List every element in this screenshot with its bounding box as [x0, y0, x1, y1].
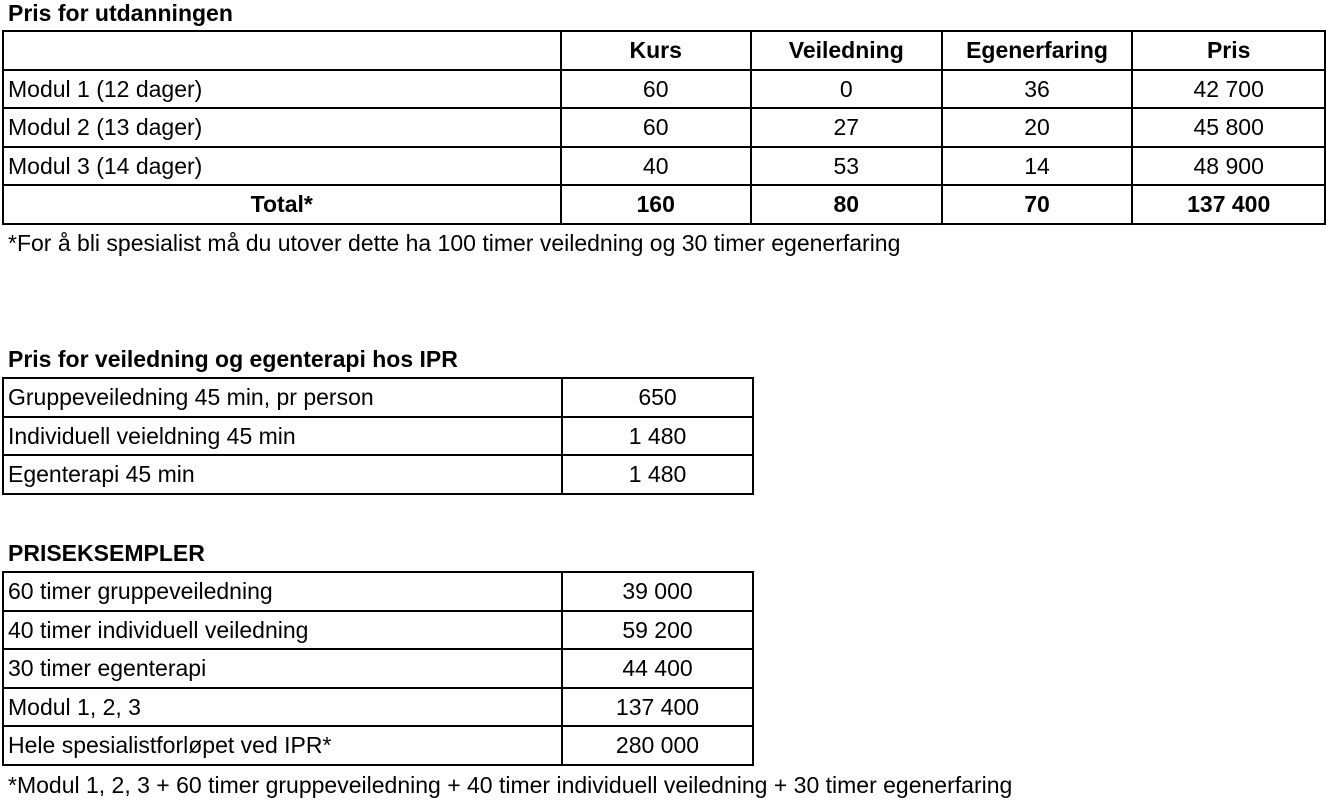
table-row [3, 147, 1325, 186]
cell-kurs: 60 [561, 70, 751, 109]
section-title-priseksempler: PRISEKSEMPLER [8, 540, 205, 566]
row-label: Modul 1 (12 dager) [3, 70, 561, 109]
cell-pris: 45 800 [1132, 108, 1325, 147]
column-header-blank [3, 31, 561, 70]
table-row [3, 688, 753, 727]
cell-egenerfaring: 20 [942, 108, 1133, 147]
total-label: Total* [3, 185, 561, 224]
row-label: Egenterapi 45 min [3, 455, 562, 494]
table-total-row [3, 185, 1325, 224]
row-label: Gruppeveiledning 45 min, pr person [3, 378, 562, 417]
price-table-veiledning [2, 377, 754, 495]
cell-price: 1 480 [562, 455, 753, 494]
section-title-veiledning: Pris for veiledning og egenterapi hos IPR [8, 346, 458, 372]
table-row [3, 70, 1325, 109]
price-table-utdanning [2, 30, 1326, 225]
row-label: 40 timer individuell veiledning [3, 611, 562, 650]
cell-kurs: 40 [561, 147, 751, 186]
row-label: Hele spesialistforløpet ved IPR* [3, 726, 562, 765]
total-kurs: 160 [561, 185, 751, 224]
footnote-utdanning: *For å bli spesialist må du utover dette ha 100 timer veiledning og 30 timer egenerfaring [8, 230, 901, 256]
table-row [3, 455, 753, 494]
cell-price: 1 480 [562, 417, 753, 456]
column-header-veiledning: Veiledning [751, 31, 942, 70]
row-label: Individuell veieldning 45 min [3, 417, 562, 456]
cell-pris: 42 700 [1132, 70, 1325, 109]
row-label: 30 timer egenterapi [3, 649, 562, 688]
footnote-priseksempler: *Modul 1, 2, 3 + 60 timer gruppeveiledning + 40 timer individuell veiledning + 30 timer egenerfaring [8, 772, 1013, 798]
column-header-kurs: Kurs [561, 31, 751, 70]
cell-egenerfaring: 36 [942, 70, 1133, 109]
total-veiledning: 80 [751, 185, 942, 224]
cell-veiledning: 27 [751, 108, 942, 147]
total-egenerfaring: 70 [942, 185, 1133, 224]
column-header-egenerfaring: Egenerfaring [942, 31, 1133, 70]
cell-price: 280 000 [562, 726, 753, 765]
table-row [3, 572, 753, 611]
cell-veiledning: 53 [751, 147, 942, 186]
table-row [3, 108, 1325, 147]
row-label: Modul 3 (14 dager) [3, 147, 561, 186]
table-row [3, 378, 753, 417]
table-row [3, 726, 753, 765]
table-header-row [3, 31, 1325, 70]
column-header-pris: Pris [1132, 31, 1325, 70]
total-pris: 137 400 [1132, 185, 1325, 224]
cell-price: 650 [562, 378, 753, 417]
row-label: Modul 1, 2, 3 [3, 688, 562, 727]
cell-price: 39 000 [562, 572, 753, 611]
row-label: 60 timer gruppeveiledning [3, 572, 562, 611]
table-row [3, 649, 753, 688]
row-label: Modul 2 (13 dager) [3, 108, 561, 147]
price-table-priseksempler [2, 571, 754, 766]
cell-price: 44 400 [562, 649, 753, 688]
cell-pris: 48 900 [1132, 147, 1325, 186]
cell-veiledning: 0 [751, 70, 942, 109]
section-title-utdanning: Pris for utdanningen [8, 0, 233, 26]
cell-egenerfaring: 14 [942, 147, 1133, 186]
cell-kurs: 60 [561, 108, 751, 147]
table-row [3, 417, 753, 456]
table-row [3, 611, 753, 650]
cell-price: 137 400 [562, 688, 753, 727]
cell-price: 59 200 [562, 611, 753, 650]
